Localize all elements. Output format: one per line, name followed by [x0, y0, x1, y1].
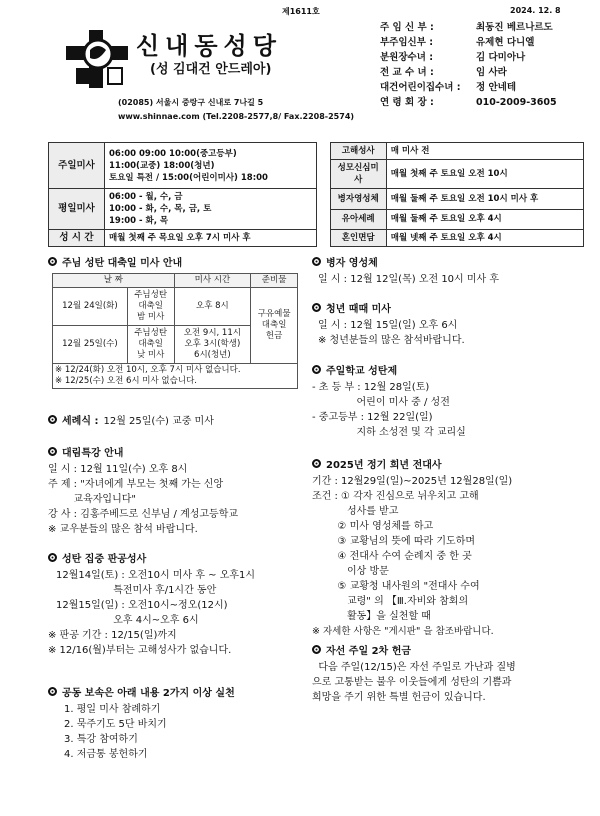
- text-line: 06:00 09:00 10:00(중고등부): [109, 148, 237, 159]
- sunday-mass-label: 주일미사: [49, 143, 105, 189]
- text-line: 12월14일(토) : 오전10시 미사 후 ~ 오후1시: [56, 570, 256, 581]
- bulletin-date: 2024. 12. 8: [510, 6, 561, 15]
- text-line: 4. 저금통 봉헌하기: [64, 749, 148, 760]
- holy-hour-label: 성 시 간: [49, 230, 105, 247]
- text-line: 주 임 신 부 :: [380, 22, 434, 33]
- text-line: ※ 12/25(수) 오전 6시 미사 없습니다.: [55, 376, 197, 386]
- text-line: ※ 판공 기간 : 12/15(일)까지: [48, 630, 177, 641]
- text-line: 이상 방문: [312, 566, 389, 577]
- text-line: 주님성탄 대축일 낮 미사: [127, 326, 174, 364]
- text-line: 날 짜: [53, 274, 175, 288]
- text-line: 3. 특강 참여하기: [64, 734, 138, 745]
- church-logo: [62, 28, 134, 90]
- text-line: 어린이 미사 중 / 성전: [312, 397, 450, 408]
- text-line: 교육자입니다": [48, 494, 136, 505]
- bullet-icon: [312, 257, 321, 266]
- text-line: 12월15일(일) : 오전10시~정오(12시): [56, 600, 228, 611]
- text-line: 오전 9시, 11시 오후 3시(학생) 6시(청년): [174, 326, 251, 364]
- text-line: 주일학교 성탄제: [326, 366, 398, 377]
- church-name: 신내동성당: [136, 32, 282, 60]
- penance-section: [48, 684, 308, 762]
- text-line: 매월 넷째 주 토요일 오후 4시: [386, 230, 583, 247]
- text-line: 부주임신부 :: [380, 37, 433, 48]
- confession-section: [48, 550, 308, 658]
- text-line: 으로 고통받는 불우 이웃들에게 성탄의 기쁨과: [312, 677, 512, 688]
- sunday-school-section: [312, 362, 582, 440]
- staff-row: [380, 80, 557, 95]
- text-line: 10:00 - 화, 수, 목, 금, 토: [109, 204, 212, 214]
- text-line: 19:00 - 화, 목: [109, 216, 169, 226]
- jubilee-indulgence-section: [312, 456, 582, 639]
- text-line: 고해성사: [330, 143, 386, 160]
- text-line: 일 시 : 12월 11일(수) 오후 8시: [48, 464, 188, 475]
- christmas-section: [48, 254, 308, 389]
- text-line: ※ 교우분들의 많은 참석 바랍니다.: [48, 524, 198, 535]
- text-line: 구유예물 대축일 헌금: [251, 288, 298, 364]
- text-line: ※ 청년분들의 많은 참석바랍니다.: [318, 335, 465, 346]
- text-line: 매월 첫째 주 토요일 오전 10시: [386, 160, 583, 189]
- text-line: 매월 둘째 주 토요일 오후 4시: [386, 209, 583, 230]
- issue-number: 제1611호: [282, 7, 320, 16]
- text-line: 주님성탄 대축일 밤 미사: [127, 288, 174, 326]
- text-line: 준비물: [251, 274, 298, 288]
- text-line: 기간 : 12월29일(일)~2025년 12월28일(일): [312, 476, 513, 487]
- text-line: 병자 영성체: [326, 258, 378, 269]
- text-line: 매월 둘째 주 토요일 오전 10시 미사 후: [386, 189, 583, 210]
- church-address: (02085) 서울시 중랑구 신내로 7나길 5: [118, 98, 264, 107]
- service-times-table: [48, 142, 584, 247]
- baptism-section: [48, 412, 308, 427]
- christmas-mass-table: [52, 273, 298, 389]
- text-line: ③ 교황님의 뜻에 따라 기도하며: [312, 536, 476, 547]
- text-line: 12월 25일(수): [53, 326, 128, 364]
- staff-row: [380, 50, 557, 65]
- text-line: 혼인면담: [330, 230, 386, 247]
- text-line: 세례식 :: [62, 416, 99, 427]
- text-line: 임 사라: [476, 67, 507, 78]
- text-line: 1. 평일 미사 참례하기: [64, 704, 161, 715]
- text-line: 오후 4시~오후 6시: [56, 615, 199, 626]
- christmas-heading: [48, 254, 308, 269]
- advent-lecture-section: [48, 444, 308, 537]
- text-line: 010-2009-3605: [476, 97, 557, 108]
- staff-row: [380, 95, 557, 110]
- bullet-icon: [48, 553, 57, 562]
- text-line: 김 다미아나: [476, 52, 526, 63]
- text-line: 성사를 받고: [312, 506, 399, 517]
- bullet-icon: [312, 365, 321, 374]
- staff-row: [380, 35, 557, 50]
- text-line: 06:00 - 월, 수, 금: [109, 192, 183, 202]
- bullet-icon: [48, 447, 57, 456]
- text-line: 청년 때때 미사: [326, 304, 391, 315]
- bullet-icon: [312, 459, 321, 468]
- text-line: ④ 전대사 수여 순례지 중 한 곳: [312, 551, 472, 562]
- text-line: 일 시 : 12월 15일(일) 오후 6시: [318, 320, 458, 331]
- text-line: 오후 8시: [174, 288, 251, 326]
- text-line: 토요일 특전 / 15:00(어린이미사) 18:00: [109, 172, 268, 183]
- text-line: 유제현 다니엘: [476, 37, 535, 48]
- text-line: 일 시 : 12월 12일(목) 오전 10시 미사 후: [318, 274, 500, 285]
- youth-mass-section: [312, 300, 582, 348]
- text-line: 강 사 : 김홍주베드로 신부님 / 계성고등학교: [48, 509, 239, 520]
- charity-collection-section: [312, 642, 582, 705]
- text-line: 성모신심미사: [330, 160, 386, 189]
- text-line: 2025년 정기 희년 전대사: [326, 460, 442, 471]
- text-line: ※ 12/16(월)부터는 고해성사가 없습니다.: [48, 645, 232, 656]
- text-line: 11:00(교중) 18:00(청년): [109, 160, 215, 171]
- text-line: 특전미사 후/1시간 동안: [56, 585, 217, 596]
- text-line: 지하 소성전 및 각 교리실: [312, 427, 466, 438]
- staff-row: [380, 65, 557, 80]
- text-line: 전 교 수 녀 :: [380, 67, 434, 78]
- text-line: 희망을 주기 위한 특별 헌금이 있습니다.: [312, 692, 486, 703]
- bullet-icon: [48, 257, 57, 266]
- holy-hour-text: 매월 첫째 주 목요일 오후 7시 미사 후: [105, 230, 317, 247]
- text-line: 대림특강 안내: [62, 448, 124, 459]
- sunday-mass-times: [105, 143, 317, 189]
- text-line: 분원장수녀 :: [380, 52, 433, 63]
- weekday-mass-times: [105, 189, 317, 230]
- text-line: 대건어린이집수녀 :: [380, 82, 461, 93]
- text-line: - 초 등 부 : 12월 28일(토): [312, 382, 430, 393]
- text-line: 12월 24일(화): [53, 288, 128, 326]
- text-line: 교령" 의 【Ⅲ.자비와 참회의: [312, 596, 469, 607]
- text-line: 활동】을 실천할 때: [312, 611, 431, 622]
- text-line: 주님 성탄 대축일 미사 안내: [62, 258, 183, 269]
- text-line: 미사 시간: [174, 274, 251, 288]
- text-line: 자선 주일 2차 헌금: [326, 646, 412, 657]
- text-line: 병자영성체: [330, 189, 386, 210]
- church-website: www.shinnae.com (Tel.2208-2577,8/ Fax.2208-2574): [118, 112, 355, 121]
- bullet-icon: [48, 415, 57, 424]
- text-line: ② 미사 영성체를 하고: [312, 521, 434, 532]
- text-line: 공동 보속은 아래 내용 2가지 이상 실천: [62, 688, 235, 699]
- text-line: 조건 : ① 각자 진심으로 뉘우치고 고해: [312, 491, 479, 502]
- bullet-icon: [312, 645, 321, 654]
- text-line: 연 령 회 장 :: [380, 97, 434, 108]
- text-line: 2. 묵주기도 5단 바치기: [64, 719, 167, 730]
- bullet-icon: [48, 687, 57, 696]
- text-line: ※ 자세한 사항은 "게시판" 을 참조바랍니다.: [312, 626, 494, 637]
- text-line: 12월 25일(수) 교중 미사: [103, 416, 214, 427]
- text-line: 매 미사 전: [386, 143, 583, 160]
- text-line: 주 제 : "자녀에게 부모는 첫째 가는 신앙: [48, 479, 224, 490]
- text-line: 정 안네테: [476, 82, 517, 93]
- text-line: 다음 주일(12/15)은 자선 주일로 가난과 질병: [312, 662, 516, 673]
- text-line: 최동진 베르나르도: [476, 22, 553, 33]
- text-line: ⑤ 교황청 내사원의 "전대사 수여: [312, 581, 480, 592]
- staff-row: [380, 20, 557, 35]
- text-line: 유아세례: [330, 209, 386, 230]
- church-patron: (성 김대건 안드레아): [150, 62, 272, 77]
- text-line: ※ 12/24(화) 오전 10시, 오후 7시 미사 없습니다.: [55, 365, 241, 375]
- bullet-icon: [312, 303, 321, 312]
- staff-list: [380, 20, 557, 110]
- sick-communion-section: [312, 254, 582, 287]
- text-line: - 중고등부 : 12월 22일(일): [312, 412, 433, 423]
- text-line: 성탄 집중 판공성사: [62, 554, 147, 565]
- weekday-mass-label: 평일미사: [49, 189, 105, 230]
